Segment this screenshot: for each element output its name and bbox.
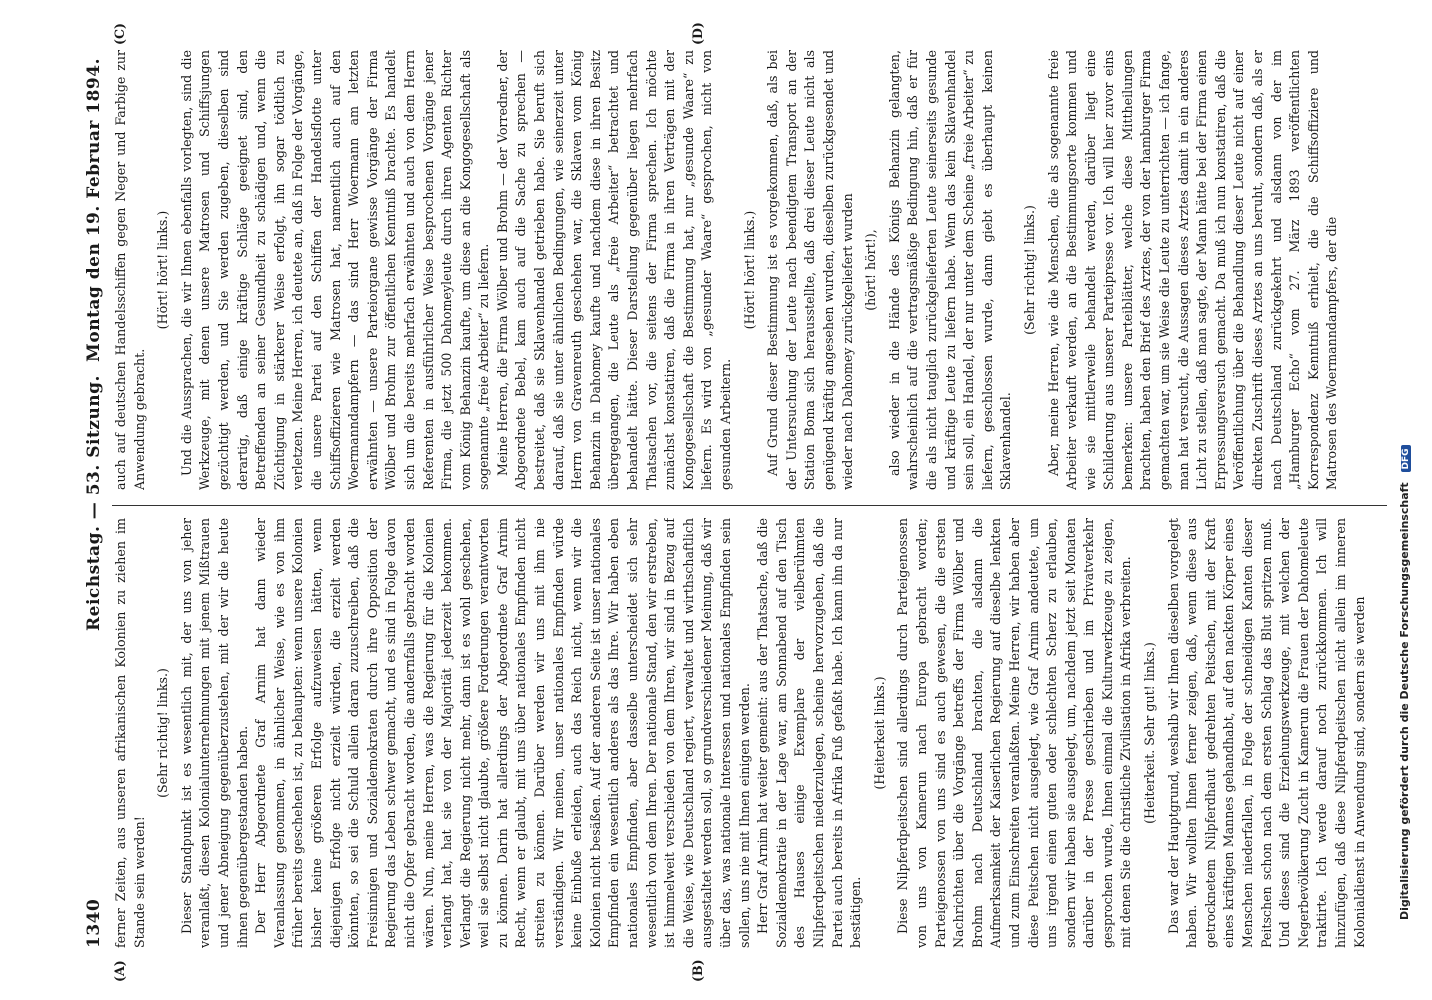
interjection: (hört! hört!), — [863, 229, 879, 311]
page-number: 1340 — [84, 898, 104, 948]
right-text-column — [112, 50, 1387, 490]
paragraph: Meine Herren, die Firma Wölber und Brohm — der Vorredner, der Abgeordnete Bebel, kam auch auf die Sache zu sprechen — bestreitet, daß sie Sklavenhandel getrieben habe. Sie beruft sich darauf, daß sie unter ähnlichen Bedingungen, wie seinerzeit unter Herrn von Gravenreuth geschehen war, die Sklaven vom König Behanzin in Dahomey kaufte und nachdem diese in ihren Besitz übergegangen, die Leute als „freie Arbeiter“ betrachtet und behandelt hätte. Dieser Darstellung gegenüber liegen mehrfach Thatsachen vor, die seitens der Firma sprechen. Ich möchte zunächst konstatiren, daß die Firma in ihren Verträgen mit der Kongogesellschaft die Bestimmung hat, nur „gesunde Waare“ zu liefern. Es wird von „gesunder Waare“ gesprochen, nicht von gesunden Arbeitern. — [494, 50, 733, 490]
digitization-footer — [1398, 20, 1420, 920]
margin-marker-a: (A) — [112, 960, 127, 982]
paragraph: Auf Grund dieser Bestimmung ist es vorgekommen, daß, als bei der Untersuchung der Leute nach beendigtem Transport an der Station Boma sich herausstellte, daß drei dieser Leute nicht als genügend kräftig angesehen wurden, dieselben zurückgesendet und wieder nach Dahomey zurückgeliefert wurden — [765, 50, 855, 490]
interjection: (Hört! hört! links.) — [741, 210, 757, 330]
footer-credit: Digitalisierung gefördert durch die Deutsche Forschungsgemeinschaft — [1398, 482, 1411, 920]
paragraph: ferner Zeiten, aus unseren afrikanischen Kolonien zu ziehen im Stande sein werden! — [113, 518, 147, 948]
interjection: (Sehr richtig! links.) — [155, 668, 171, 798]
interjection: (Hört! hört! links.) — [155, 210, 171, 330]
interjection: (Heiterkeit links.) — [871, 676, 887, 790]
session-date: Montag den 19. Februar 1894. — [84, 58, 104, 362]
margin-marker-b: (B) — [690, 959, 705, 982]
paragraph: Das war der Hauptgrund, weshalb wir Ihnen dieselben vorgelegt haben. Wir wollten Ihnen ferner zeigen, daß, wenn diese aus getrocknetem Nilpferdhaut gedrehten Peitschen, mit der Kraft eines kräftigen Mannes gehandhabt, auf den nackten Körper eines Menschen niederfallen, in Folge der schneidigen Kanten dieser Peitschen schon nach dem ersten Schlag das Blut spritzen muß. Und dieses sind die Erziehungswerkzeuge, mit welchen der Negerbevölkerung Zucht in Kamerun die Frauen der Dahomeleute traktirte. Ich werde darauf noch zurückkommen. Ich will hinzufügen, daß diese Nilpferdpeitschen nicht allein im inneren Kolonialdienst in Anwendung sind, sondern sie werden — [1165, 518, 1367, 948]
left-text-column — [112, 518, 1387, 948]
interjection: (Heiterkeit. Sehr gut! links.) — [1142, 642, 1158, 824]
paragraph: Herr Graf Arnim hat weiter gemeint: aus der Thatsache, daß die Sozialdemokratie in der Lage war, am Sonnabend auf den Tisch des Hauses einige Exemplare der vielberühmten Nilpferdpeitschen niederzulegen, scheine hervorzugehen, daß die Partei auch bereits in Afrika Fuß gefaßt habe. Ich kann ihn da nur bestätigen. — [755, 518, 864, 948]
paragraph: auch auf deutschen Handelsschiffen gegen Neger und Farbige zur Anwendung gebracht. — [113, 50, 147, 490]
page-title: Reichstag. — 53. Sitzung. — [84, 375, 104, 631]
interjection: (Sehr richtig! links.) — [1021, 205, 1037, 335]
paragraph: Dieser Standpunkt ist es wesentlich mit, der uns von jeher veranlaßt, diesen Kolonialunternehmungen mit jenem Mißtrauen und jener Abneigung gegenüberzustehen, mit der wir die heute ihnen gegenübergestanden haben. — [178, 518, 250, 948]
margin-marker-d: (D) — [690, 22, 705, 45]
paragraph: Aber, meine Herren, wie die Menschen, die als sogenannte freie Arbeiter verkauft werden, an die Bestimmungsorte kommen und wie sie mittlerweile behandelt werden, darüber liegt eine Schilderung aus unserer Parteipresse vor. Ich will hier zuvor eins bemerken: unsere Parteiblätter, welche diese Mittheilungen brachten, haben den Brief des Arztes, der von der hamburger Firma gemachten war, um sie Weise die Leute zu unterrichten — ich fange, man hat versucht, die Aussagen dieses Arztes damit in ein anderes Licht zu stellen, daß man sagte, der Mann hätte bei der Firma einen Erpressungsversuch gemacht. Da muß ich nun konstatiren, daß die Veröffentlichung über die Behandlung dieser Leute nicht auf einer direkten Zuschrift dieses Arztes an uns beruht, sondern daß, als er nach Deutschland zurückgekehrt und alsdann von der im „Hamburger Echo“ vom 27. März 1893 veröffentlichten Korrespondenz Kenntniß erhielt, die die Schiffsoffiziere und Matrosen des Woermanndampfers, der die — [1045, 50, 1340, 490]
dfg-logo: DFG — [1401, 445, 1411, 472]
page-header — [84, 58, 110, 948]
column-divider — [112, 505, 1387, 506]
paragraph: also wieder in die Hände des Königs Behanzin gelangten, wahrscheinlich auf die vertragsmäßige Bedingung hin, daß er für die als nicht tauglich zurückgelieferten Leute seinerseits gesunde und kräftige Leute zu liefern habe. Wenn das kein Sklavenhandel sein soll, ein Handel, der nur unter dem Scheine „freie Arbeiter“ zu liefern, geschlossen wurde, dann giebt es überhaupt keinen Sklavenhandel. — [886, 50, 1014, 490]
margin-marker-c: (C) — [112, 23, 127, 45]
paragraph: Und die Aussprachen, die wir Ihnen ebenfalls vorlegten, sind die Werkzeuge, mit denen unsere Matrosen und Schiffsjungen gezüchtigt werden, und Sie werden zugeben, dieselben sind derartig, daß einige kräftige Schläge geeignet sind, den Betreffenden an seiner Gesundheit zu schädigen und, wenn die Züchtigung in stärkerer Weise erfolgt, ihn sogar tödtlich zu verletzen. Meine Herren, ich deutete an, daß in Folge der Vorgänge, die unsere Partei auf den Schiffen der Handelsflotte unter Schiffsoffizieren wie Matrosen hat, namentlich auch auf den Woermanndampfern — das sind Herr Woermann am letzten erwähnten — unsere Parteiorgane gewisse Vorgänge der Firma Wölber und Brohm zur öffentlichen Kenntniß brachte. Es handelt sich um die bereits mehrfach erwähnten und auch von dem Herrn Referenten in ausführlicher Weise besprochenen Vorgänge jener Firma, die jetzt 500 Dahomeyleute durch ihren Agenten Richter vom König Behanzin kaufte, um diese an die Kongogesellschaft als sogenannte „freie Arbeiter“ zu liefern. — [178, 50, 492, 490]
paragraph: Diese Nilpferdpeitschen sind allerdings durch Parteigenossen von uns von Kamerun nach Europa gebracht worden; Parteigenossen von uns sind es auch gewesen, die die ersten Nachrichten über die Vorgänge betreffs der Firma Wölber und Brohm nach Deutschland brachten, die alsdann die Aufmerksamkeit der Kaiserlichen Regierung auf dieselbe lenkten und zum Einschreiten veranlaßten. Meine Herren, wir haben aber diese Peitschen nicht ausgelegt, wie Graf Arnim andeutete, um uns irgend einen guten oder schlechten Scherz zu erlauben, sondern wir haben sie ausgelegt, um, nachdem jetzt seit Monaten darüber in der Presse geschrieben und im Privatverkehr gesprochen wurde, Ihnen einmal die Kulturwerkzeuge zu zeigen, mit denen Sie die christliche Zivilisation in Afrika verbreiten. — [895, 518, 1134, 948]
paragraph: Der Herr Abgeordnete Graf Arnim hat dann wieder Veranlassung genommen, in ähnlicher Weise, wie es von ihm früher bereits geschehen ist, zu behaupten: wenn unsere Kolonien bisher keine größeren Erfolge aufzuweisen hätten, wenn diejenigen Erfolge nicht erzielt würden, die erzielt werden könnten, so sei die Schuld allein daran zuzuschreiben, daß die Freisinnigen und Sozialdemokraten durch ihre Opposition der Regierung das Leben schwer gemacht, und es sind in Folge davon nicht die Opfer gebracht worden, die andernfalls gebracht worden wären. Nun, meine Herren, was die Regierung für die Kolonien verlangt hat, hat sie von der Majorität jederzeit bekommen. Verlangt die Regierung nicht mehr, dann ist es wohl geschehen, weil sie selbst nicht glaubte, größere Forderungen verantworten zu können. Darin hat allerdings der Abgeordnete Graf Arnim Recht, wenn er glaubt, mit uns über nationales Empfinden nicht streiten zu können. Darüber werden wir uns mit ihm nie verständigen. Wir meinen, unser nationales Empfinden würde keine Einbuße erleiden, auch das Reich nicht, wenn wir die Kolonien nicht besäßen. Auf der anderen Seite ist unser nationales Empfinden ein wesentlich anderes als das Ihre. Wir haben eben nationales Empfinden, aber dasselbe unterscheidet sich sehr wesentlich von dem Ihren. Der nationale Stand, den wir erstreben, ist himmelweit verschieden von dem Ihren, wir sind in Bezug auf die Weise, wie Deutschland regiert, verwaltet und wirthschaftlich ausgestaltet werden soll, so grundverschiedener Meinung, daß wir über das, was nationale Interessen und nationales Empfinden sein sollen, uns nie mit Ihnen einigen werden. — [253, 518, 752, 948]
